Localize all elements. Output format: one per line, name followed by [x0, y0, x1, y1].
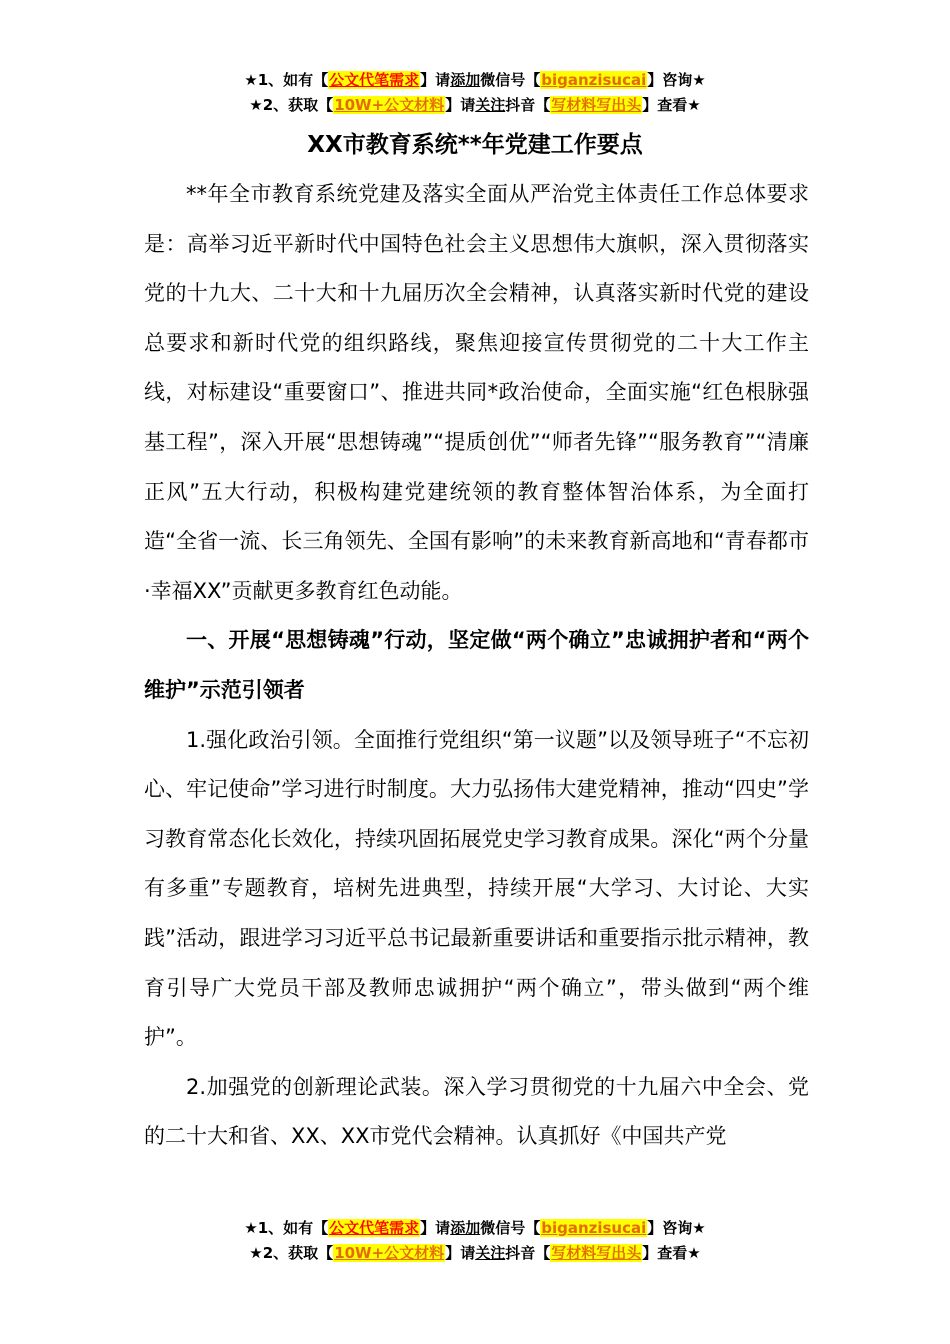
banner-suffix: 】查看★ [642, 96, 701, 114]
banner-text: 微信号【 [480, 1219, 541, 1237]
banner-text: 抖音【 [505, 96, 551, 114]
highlight-wechat-id[interactable]: biganzisucai [541, 71, 647, 89]
highlight-service-link[interactable]: 公文代笔需求 [329, 71, 420, 89]
highlight-douyin-account[interactable]: 写材料写出头 [551, 96, 642, 114]
item-paragraph: 2.加强党的创新理论武装。深入学习贯彻党的十九届六中全会、党的二十大和省、XX、XX市党代会精神。认真抓好《中国共产党 [144, 1074, 809, 1149]
banner-text: 】请 [420, 71, 451, 89]
banner-line-1 [0, 1216, 950, 1241]
banner-underlined-text: 添加 [450, 71, 481, 89]
highlight-materials-link[interactable]: 10W+公文材料 [334, 96, 445, 114]
document-body [144, 170, 809, 1162]
banner-suffix: 】咨询★ [647, 71, 706, 89]
banner-text: 微信号【 [480, 71, 541, 89]
highlight-service-link[interactable]: 公文代笔需求 [329, 1219, 420, 1237]
banner-suffix: 】咨询★ [647, 1219, 706, 1237]
banner-line-2 [0, 93, 950, 118]
highlight-materials-link[interactable]: 10W+公文材料 [334, 1244, 445, 1262]
banner-text: 】请 [445, 96, 476, 114]
section-heading: 一、开展“思想铸魂”行动，坚定做“两个确立”忠诚拥护者和“两个维护”示范引领者 [144, 628, 809, 702]
banner-text: 抖音【 [505, 1244, 551, 1262]
banner-prefix: ★1、如有【 [244, 71, 329, 89]
bottom-ad-banner [0, 1216, 950, 1266]
banner-prefix: ★2、获取【 [249, 96, 334, 114]
banner-line-2 [0, 1241, 950, 1266]
banner-underlined-text: 关注 [475, 96, 506, 114]
top-ad-banner [0, 68, 950, 118]
banner-prefix: ★2、获取【 [249, 1244, 334, 1262]
intro-paragraph: **年全市教育系统党建及落实全面从严治党主体责任工作总体要求是：高举习近平新时代中国特色社会主义思想伟大旗帜，深入贯彻落实党的十九大、二十大和十九届历次全会精神，认真落实新时代党的建设总要求和新时代党的组织路线，聚焦迎接宣传贯彻党的二十大工作主线，对标建设“重要窗口”、推进共同*政治使命，全面实施“红色根脉强基工程”，深入开展“思想铸魂”“提质创优”“师者先锋”“服务教育”“清廉正风”五大行动，积极构建党建统领的教育整体智治体系，为全面打造“全省一流、长三角领先、全国有影响”的未来教育新高地和“青春都市·幸福XX”贡献更多教育红色动能。 [144, 182, 809, 603]
banner-line-1 [0, 68, 950, 93]
highlight-wechat-id[interactable]: biganzisucai [541, 1219, 647, 1237]
banner-prefix: ★1、如有【 [244, 1219, 329, 1237]
document-title: XX市教育系统**年党建工作要点 [307, 132, 643, 158]
item-paragraph: 1.强化政治引领。全面推行党组织“第一议题”以及领导班子“不忘初心、牢记使命”学习进行时制度。大力弘扬伟大建党精神，推动“四史”学习教育常态化长效化，持续巩固拓展党史学习教育成果。深化“两个分量有多重”专题教育，培树先进典型，持续开展“大学习、大讨论、大实践”活动，跟进学习习近平总书记最新重要讲话和重要指示批示精神，教育引导广大党员干部及教师忠诚拥护“两个确立”，带头做到“两个维护”。 [144, 727, 809, 1050]
highlight-douyin-account[interactable]: 写材料写出头 [551, 1244, 642, 1262]
banner-underlined-text: 添加 [450, 1219, 481, 1237]
banner-text: 】请 [420, 1219, 451, 1237]
banner-text: 】请 [445, 1244, 476, 1262]
banner-underlined-text: 关注 [475, 1244, 506, 1262]
banner-suffix: 】查看★ [642, 1244, 701, 1262]
